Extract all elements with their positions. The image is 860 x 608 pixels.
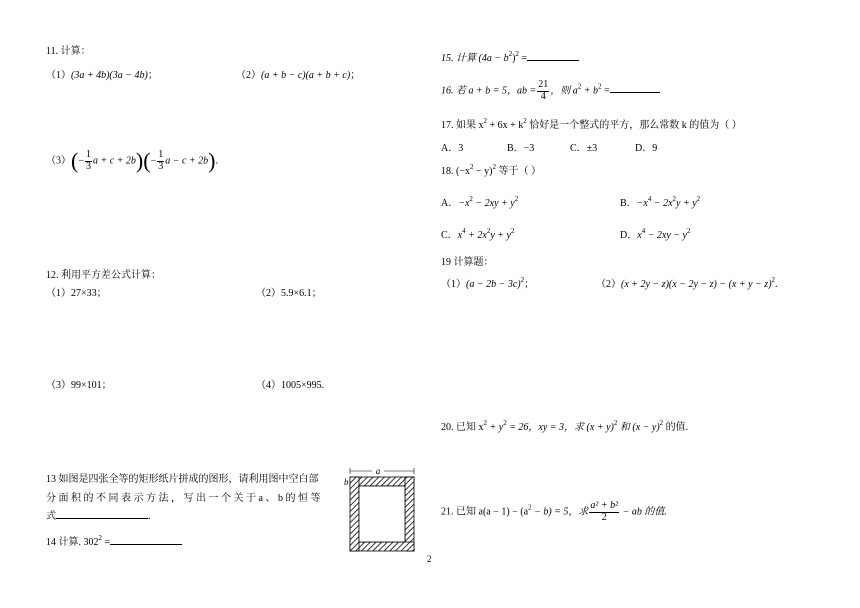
q11-title: 11. 计算：: [46, 46, 91, 57]
q16: 16. 若 a + b = 5，ab = $\frac{21}{4}$ ，则 $a^2 + b^2$ =: [441, 80, 660, 102]
q13-line2: 分 面 积 的 不 同 表 示 方 法 ， 写 出 一 个 关 于 a 、 b 的 恒 等: [46, 493, 321, 504]
q21: 21. 已知 $a(a - 1) - (a^2 - b) = 5$，求 $\frac{\text{a² + b²}}{2}$ − ab 的值.: [441, 500, 667, 523]
inner-blank-square: [359, 486, 405, 542]
q12-part4: （4）1005×995.: [256, 380, 325, 391]
label-b: b: [344, 477, 349, 487]
q13-answer-blank[interactable]: [56, 518, 148, 519]
q17-option-c[interactable]: C．±3: [570, 143, 598, 154]
q12-title: 12. 利用平方差公式计算：: [46, 270, 161, 281]
q13-line3: 式 .: [46, 511, 151, 522]
q13-line1: 13 如图是四张全等的矩形纸片拼成的图形，请利用图中空白部: [46, 474, 319, 485]
q18-option-b[interactable]: B．$-x^4 - 2x^2y + y^2$: [620, 195, 701, 209]
rectangles-figure: [344, 466, 416, 556]
q17-option-a[interactable]: A．3: [441, 143, 464, 154]
left-strip: [350, 477, 359, 551]
q18-stem: 18. $(-x^2 - y)^2$ 等于（ ）: [441, 163, 541, 177]
q17-option-d[interactable]: D．9: [635, 143, 658, 154]
q17-stem: 17. 如果 $x^2 + 6x + k^2$ 恰好是一个整式的平方，那么常数 k 的值为（ ）: [441, 117, 742, 131]
q18-option-a[interactable]: A．$-x^2 - 2xy + y^2$: [441, 195, 519, 209]
q19-title: 19 计算题：: [441, 257, 494, 268]
q12-part1: （1）27×33；: [46, 288, 107, 299]
q17-option-b[interactable]: B．−3: [507, 143, 535, 154]
q19-part1: $(1)(a - 2b - 3c)^2$；: [441, 276, 535, 290]
q19-part2: $(2)(x + 2y - z)(x - 2y - z) - (x + y - z)^2$.: [596, 276, 778, 290]
top-strip: [350, 477, 414, 486]
q12-part2: （2）5.9×6.1；: [256, 288, 322, 299]
q20: 20. 已知 $x^2 + y^2 = 26$，xy = 3，求 $(x + y)^2$ 和 $(x - y)^2$ 的值.: [441, 419, 689, 433]
q12-part3: （3）99×101；: [46, 380, 112, 391]
q16-answer-blank[interactable]: [610, 92, 660, 93]
q15: 15. 计算 $(4a - b^2)^2$ =: [441, 53, 579, 65]
label-a: a: [375, 466, 381, 476]
right-strip: [405, 477, 414, 551]
q14: 14 计算. $302^2$ =: [46, 537, 182, 549]
q14-answer-blank[interactable]: [110, 544, 182, 545]
q18-option-c[interactable]: C．$x^4 + 2x^2y + y^2$: [441, 227, 515, 241]
q11-part1: （1）(3a + 4b)(3a − 4b)；: [46, 70, 158, 81]
q18-option-d[interactable]: D．$x^4 - 2xy - y^2$: [620, 227, 691, 241]
q11-part2: （2）(a + b − c)(a + b + c)；: [236, 70, 361, 81]
page-number: 2: [427, 554, 432, 564]
bottom-strip: [350, 542, 414, 551]
q15-answer-blank[interactable]: [527, 60, 579, 61]
q11-part3: （3）(− $\frac{1}{3}$ a + c + 2b)(− $\frac{1}{3}$ a − c + 2b).: [46, 148, 218, 173]
